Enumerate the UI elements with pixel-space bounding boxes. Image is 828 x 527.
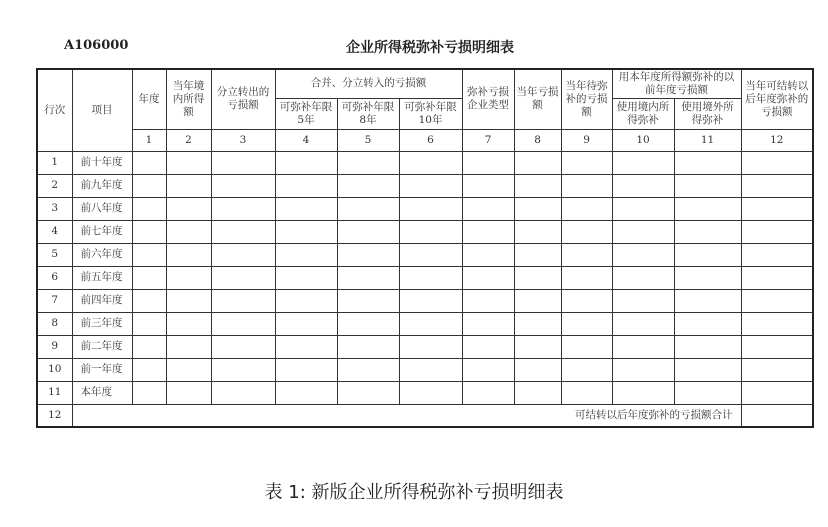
row-number: 12 [37,404,72,427]
input-cell[interactable] [462,335,514,358]
input-cell[interactable] [514,266,561,289]
header-foreign-offset: 使用境外所得弥补 [674,98,741,129]
input-cell[interactable] [741,266,813,289]
input-cell[interactable] [132,335,166,358]
input-cell[interactable] [211,289,275,312]
table-row [37,358,813,381]
input-cell[interactable] [561,220,612,243]
row-number: 7 [37,289,72,312]
column-number: 3 [211,129,275,151]
row-item: 前五年度 [72,266,132,289]
column-number: 9 [561,129,612,151]
table-row [37,197,813,220]
input-cell[interactable] [337,220,399,243]
row-item: 前十年度 [72,151,132,174]
input-cell[interactable] [211,312,275,335]
header-split-out-loss: 分立转出的亏损额 [211,69,275,129]
column-number: 10 [612,129,674,151]
input-cell[interactable] [166,312,211,335]
header-current-loss: 当年亏损额 [514,69,561,129]
input-cell[interactable] [462,358,514,381]
row-item: 前九年度 [72,174,132,197]
input-cell[interactable] [514,174,561,197]
input-cell[interactable] [741,243,813,266]
input-cell[interactable] [132,151,166,174]
table-row [37,381,813,404]
input-cell[interactable] [166,381,211,404]
input-cell[interactable] [462,151,514,174]
input-cell[interactable] [561,381,612,404]
input-cell[interactable] [337,174,399,197]
input-cell[interactable] [612,220,674,243]
input-cell[interactable] [132,243,166,266]
input-cell[interactable] [337,266,399,289]
row-number: 1 [37,151,72,174]
input-cell[interactable] [612,381,674,404]
table-row [37,151,813,174]
form-code: A106000 [64,38,129,53]
input-cell[interactable] [132,289,166,312]
input-cell[interactable] [561,289,612,312]
input-cell[interactable] [741,358,813,381]
input-cell[interactable] [211,381,275,404]
input-cell[interactable] [514,151,561,174]
table-row [37,312,813,335]
input-cell[interactable] [612,197,674,220]
input-cell[interactable] [462,266,514,289]
row-number: 10 [37,358,72,381]
row-number: 9 [37,335,72,358]
column-number: 1 [132,129,166,151]
input-cell[interactable] [166,266,211,289]
table-row [37,243,813,266]
input-cell[interactable] [462,220,514,243]
input-cell[interactable] [741,220,813,243]
input-cell[interactable] [674,312,741,335]
row-number: 8 [37,312,72,335]
header-limit-8: 可弥补年限8年 [337,98,399,129]
input-cell[interactable] [275,174,337,197]
input-cell[interactable] [514,197,561,220]
row-item: 前四年度 [72,289,132,312]
input-cell[interactable] [462,243,514,266]
input-cell[interactable] [612,289,674,312]
header-domestic-income: 当年境内所得额 [166,69,211,129]
header-merge-in-group: 合并、分立转入的亏损额 [275,69,462,98]
input-cell[interactable] [275,312,337,335]
input-cell[interactable] [211,266,275,289]
total-row [37,404,813,427]
header-carry-forward: 当年可结转以后年度弥补的亏损额 [741,69,813,129]
input-cell[interactable] [337,381,399,404]
header-offset-group: 用本年度所得额弥补的以前年度亏损额 [612,69,741,98]
input-cell[interactable] [166,243,211,266]
input-cell[interactable] [514,220,561,243]
input-cell[interactable] [275,220,337,243]
input-cell[interactable] [612,174,674,197]
row-number: 5 [37,243,72,266]
input-cell[interactable] [674,151,741,174]
input-cell[interactable] [132,220,166,243]
input-cell[interactable] [399,358,462,381]
input-cell[interactable] [166,174,211,197]
input-cell[interactable] [399,335,462,358]
input-cell[interactable] [211,151,275,174]
header-pending-loss: 当年待弥补的亏损额 [561,69,612,129]
input-cell[interactable] [275,289,337,312]
input-cell[interactable] [399,381,462,404]
input-cell[interactable] [132,197,166,220]
input-cell[interactable] [674,220,741,243]
input-cell[interactable] [275,243,337,266]
input-cell[interactable] [612,243,674,266]
input-cell[interactable] [337,312,399,335]
row-number: 6 [37,266,72,289]
row-number: 2 [37,174,72,197]
page-title: 企业所得税弥补亏损明细表 [346,40,514,56]
input-cell[interactable] [561,243,612,266]
input-cell[interactable] [399,197,462,220]
input-cell[interactable] [275,335,337,358]
input-cell[interactable] [741,289,813,312]
input-cell[interactable] [337,151,399,174]
total-label: 可结转以后年度弥补的亏损额合计 [72,404,741,427]
input-cell[interactable] [561,335,612,358]
input-cell[interactable] [514,243,561,266]
row-item: 前三年度 [72,312,132,335]
input-cell[interactable] [211,358,275,381]
input-cell[interactable] [674,174,741,197]
input-cell[interactable] [561,358,612,381]
table-caption: 表 1: 新版企业所得税弥补亏损明细表 [264,482,564,503]
column-number: 4 [275,129,337,151]
input-cell[interactable] [612,312,674,335]
table-row [37,335,813,358]
input-cell[interactable] [166,335,211,358]
input-cell[interactable] [275,266,337,289]
column-number: 7 [462,129,514,151]
input-cell[interactable] [211,335,275,358]
input-cell[interactable] [132,312,166,335]
input-cell[interactable] [462,174,514,197]
input-cell[interactable] [399,151,462,174]
column-number: 2 [166,129,211,151]
input-cell[interactable] [674,266,741,289]
input-cell[interactable] [399,243,462,266]
table-row [37,266,813,289]
row-number: 11 [37,381,72,404]
row-item: 本年度 [72,381,132,404]
input-cell[interactable] [741,151,813,174]
input-cell[interactable] [462,381,514,404]
input-cell[interactable] [337,335,399,358]
input-cell[interactable] [132,266,166,289]
input-cell[interactable] [561,151,612,174]
header-domestic-offset: 使用境内所得弥补 [612,98,674,129]
input-cell[interactable] [674,243,741,266]
input-cell[interactable] [674,335,741,358]
input-cell[interactable] [462,197,514,220]
header-limit-10: 可弥补年限10年 [399,98,462,129]
loss-offset-table [36,68,814,428]
input-cell[interactable] [211,197,275,220]
input-cell[interactable] [275,358,337,381]
input-cell[interactable] [612,266,674,289]
input-cell[interactable] [132,174,166,197]
input-cell[interactable] [674,358,741,381]
input-cell[interactable] [561,266,612,289]
table-row [37,220,813,243]
column-number: 12 [741,129,813,151]
header-year: 年度 [132,69,166,129]
input-cell[interactable] [132,358,166,381]
input-cell[interactable] [514,335,561,358]
input-cell[interactable] [561,312,612,335]
column-number: 11 [674,129,741,151]
input-cell[interactable] [674,289,741,312]
input-cell[interactable] [337,289,399,312]
header-row-no: 行次 [37,69,72,151]
input-cell[interactable] [211,220,275,243]
input-cell[interactable] [166,289,211,312]
input-cell[interactable] [275,381,337,404]
input-cell[interactable] [399,220,462,243]
input-cell[interactable] [337,358,399,381]
total-value-cell[interactable] [741,404,813,427]
row-item: 前一年度 [72,358,132,381]
input-cell[interactable] [275,197,337,220]
input-cell[interactable] [462,289,514,312]
input-cell[interactable] [514,381,561,404]
row-item: 前八年度 [72,197,132,220]
row-item: 前六年度 [72,243,132,266]
input-cell[interactable] [166,220,211,243]
input-cell[interactable] [132,381,166,404]
input-cell[interactable] [514,358,561,381]
input-cell[interactable] [514,289,561,312]
input-cell[interactable] [399,266,462,289]
column-number: 5 [337,129,399,151]
input-cell[interactable] [462,312,514,335]
input-cell[interactable] [741,197,813,220]
input-cell[interactable] [612,335,674,358]
table-row [37,289,813,312]
row-item: 前二年度 [72,335,132,358]
input-cell[interactable] [561,197,612,220]
input-cell[interactable] [166,151,211,174]
input-cell[interactable] [561,174,612,197]
input-cell[interactable] [514,312,561,335]
input-cell[interactable] [166,197,211,220]
input-cell[interactable] [211,174,275,197]
row-number: 4 [37,220,72,243]
input-cell[interactable] [337,243,399,266]
input-cell[interactable] [337,197,399,220]
input-cell[interactable] [612,151,674,174]
header-item: 项目 [72,69,132,151]
input-cell[interactable] [741,312,813,335]
input-cell[interactable] [741,335,813,358]
input-cell[interactable] [399,289,462,312]
row-item: 前七年度 [72,220,132,243]
input-cell[interactable] [211,243,275,266]
header-enterprise-type: 弥补亏损企业类型 [462,69,514,129]
input-cell[interactable] [612,358,674,381]
input-cell[interactable] [166,358,211,381]
header-limit-5: 可弥补年限5年 [275,98,337,129]
input-cell[interactable] [741,174,813,197]
column-number: 8 [514,129,561,151]
input-cell[interactable] [674,381,741,404]
input-cell[interactable] [399,312,462,335]
input-cell[interactable] [674,197,741,220]
row-number: 3 [37,197,72,220]
input-cell[interactable] [741,381,813,404]
input-cell[interactable] [275,151,337,174]
column-number: 6 [399,129,462,151]
input-cell[interactable] [399,174,462,197]
table-row [37,174,813,197]
